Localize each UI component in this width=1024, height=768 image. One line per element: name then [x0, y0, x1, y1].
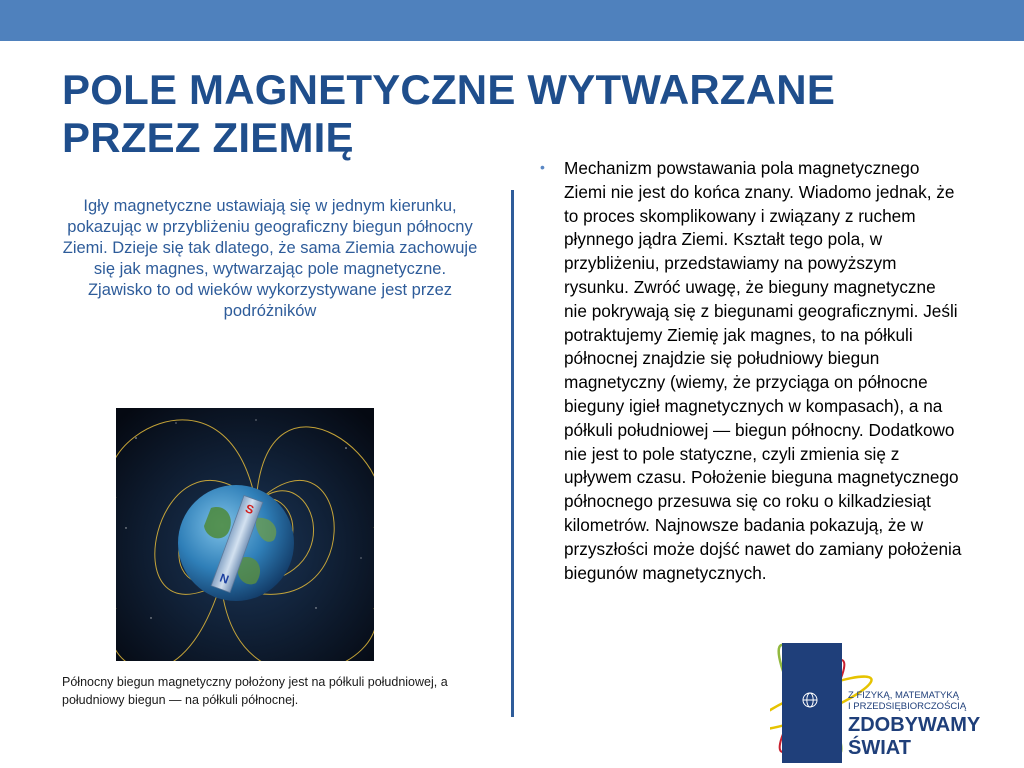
bullet-icon: • [540, 159, 545, 175]
logo-line-3: ZDOBYWAMY [848, 714, 981, 736]
project-logo [770, 638, 1024, 768]
left-description: Igły magnetyczne ustawiają się w jednym kierunku, pokazując w przybliżeniu geograficzny biegun północny Ziemi. Dzieje się tak dlatego, że sama Ziemia zachowuje się jak magnes, wytwarzając pole magnetyczne. Zjawisko to od wieków wykorzystywane jest przez podróżników [62, 197, 478, 320]
top-band [0, 0, 1024, 41]
logo-line-4: ŚWIAT [848, 737, 911, 759]
earth-magnetic-field-image [116, 408, 374, 661]
logo-line-2: I PRZEDSIĘBIORCZOŚCIĄ [848, 701, 967, 712]
right-paragraph: Mechanizm powstawania pola magnetycznego Ziemi nie jest do końca znany. Wiadomo jednak, że to proces skomplikowany i związany z ruchem płynnego jądra Ziemi. Kształt tego pola, w przybliżeniu, przedstawiamy na powyższym rysunku. Zwróć uwagę, że bieguny magnetyczne nie pokrywają się z biegunami geograficznymi. Jeśli potraktujemy Ziemię jak magnes, to na półkuli północnej znajdzie się południowy biegun magnetyczny (wiemy, że przyciąga on północne bieguny igieł magnetycznych w kompasach), a na półkuli południowej — biegun północny. Dodatkowo nie jest to pole statyczne, czyli zmienia się z upływem czasu. Położenie bieguna magnetycznego północnego przesuwa się co roku o kilkadziesiąt kilometrów. Najnowsze badania pokazują, że w przyszłości może dojść nawet do zamiany położenia biegunów magnetycznych. [564, 158, 962, 583]
image-caption: Północny biegun magnetyczny położony jest na półkuli południowej, a południowy biegun — na półkuli północnej. [62, 675, 448, 707]
logo-line-1: Z FIZYKĄ, MATEMATYKĄ [848, 690, 960, 701]
magnet-south-label: S [243, 501, 256, 518]
logo-panel [782, 643, 842, 763]
slide-title: POLE MAGNETYCZNE WYTWARZANE PRZEZ ZIEMIĘ [62, 66, 836, 161]
column-divider [511, 190, 514, 717]
magnet-north-label: N [217, 570, 231, 587]
